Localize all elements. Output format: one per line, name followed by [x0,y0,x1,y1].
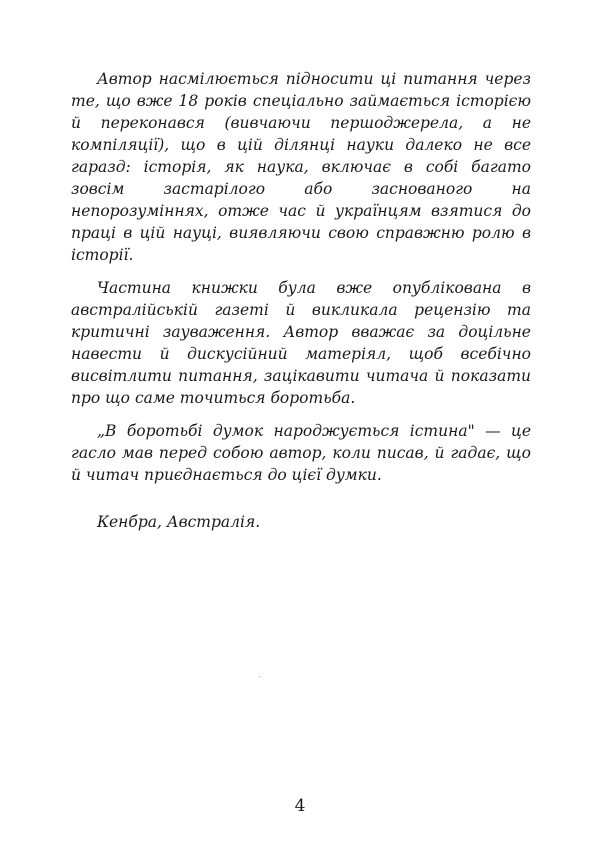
paragraph-2: Частина книжки була вже опублікована в австралійській газеті й викликала рецензію та критичні зауваження. Автор вважає за доцільне навести й дискусійний матеріял, щоб всебічно висвітлити питання, зацікавити читача й показати про що саме точиться боротьба. [71,279,531,407]
paragraph-1: Автор насмілюється підносити ці питання через те, що вже 18 років спеціально займається історією й переконався (вивчаючи першоджерела, а не компіляції), що в цій ділянці науки далеко не все гаразд: історія, як наука, включає в собі багато зовсім застарілого або заснованого на непорозуміннях, отже час й українцям взятися до праці в цій науці, виявляючи свою справжню ролю в історії. [71,70,531,264]
signature-place: Кенбра, Австралія. [97,513,261,531]
paragraph-3: „В боротьбі думок народжується істина" — це гасло мав перед собою автор, коли писав, й гадає, що й читач приєднається до цієї думки. [71,422,531,484]
body-text [71,68,531,533]
page-number: 4 [294,796,306,816]
print-speck [259,676,260,677]
